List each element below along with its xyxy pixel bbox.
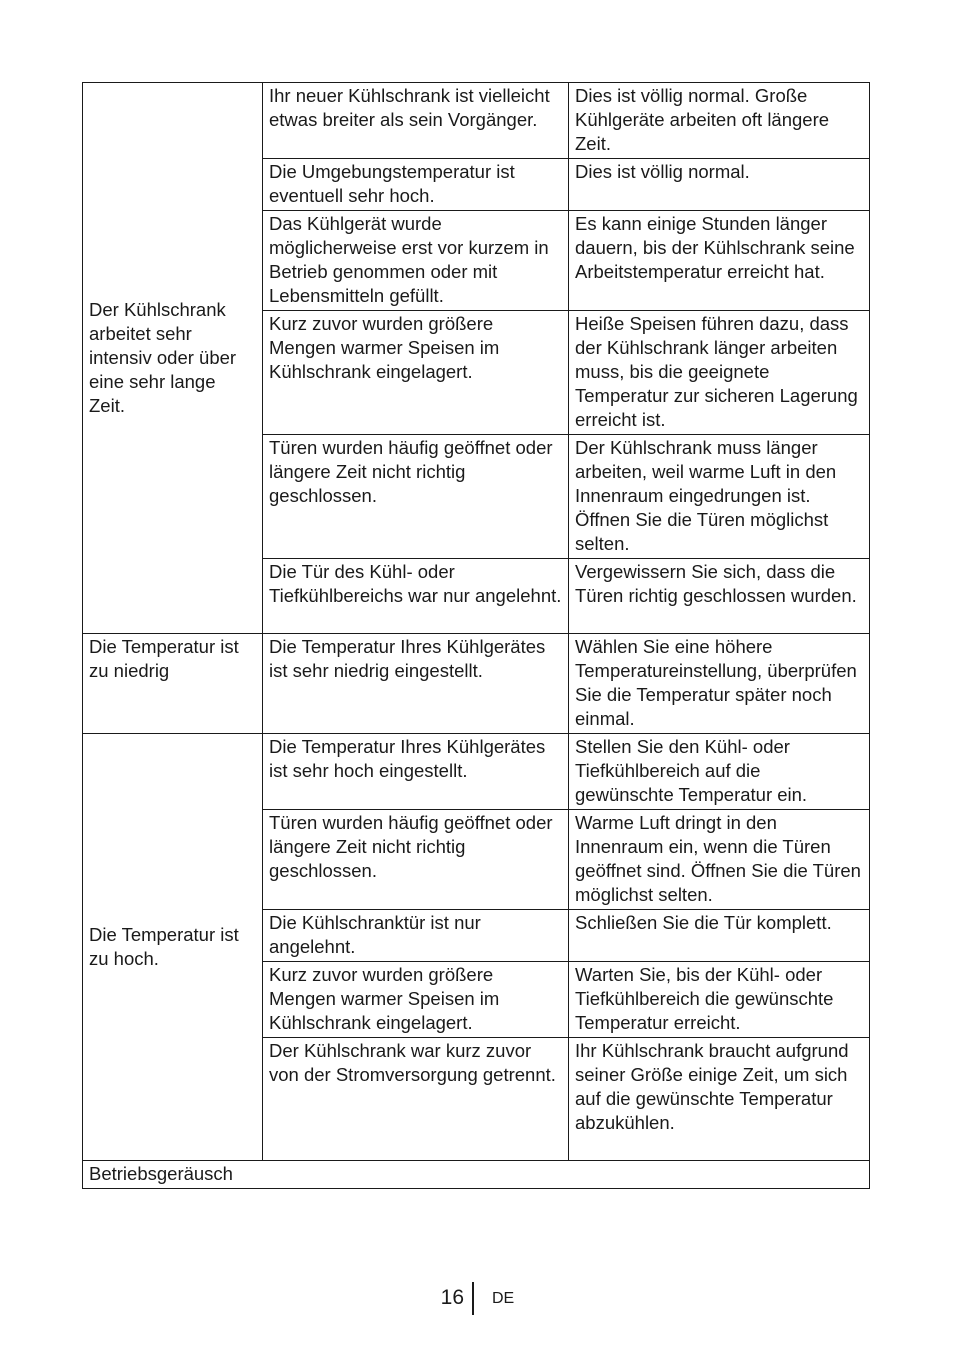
solution-cell: Schließen Sie die Tür komplett. — [569, 910, 870, 962]
section-heading: Betriebsgeräusch — [83, 1161, 870, 1189]
cause-cell: Die Kühlschranktür ist nur angelehnt. — [263, 910, 569, 962]
solution-cell: Ihr Kühlschrank braucht aufgrund seiner Größe einige Zeit, um sich auf die gewünschte Temperatur abzukühlen. — [569, 1038, 870, 1161]
cause-cell: Ihr neuer Kühlschrank ist vielleicht etwas breiter als sein Vorgänger. — [263, 83, 569, 159]
cause-cell: Die Umgebungstemperatur ist eventuell sehr hoch. — [263, 159, 569, 211]
cause-cell: Der Kühlschrank war kurz zuvor von der Stromversorgung getrennt. — [263, 1038, 569, 1161]
cause-cell: Türen wurden häufig geöffnet oder längere Zeit nicht richtig geschlossen. — [263, 435, 569, 559]
table-row — [83, 734, 870, 810]
table-row — [83, 1161, 870, 1189]
cause-cell: Kurz zuvor wurden größere Mengen warmer Speisen im Kühlschrank eingelagert. — [263, 311, 569, 435]
page-number: 16 — [440, 1286, 464, 1309]
solution-cell: Stellen Sie den Kühl- oder Tiefkühlbereich auf die gewünschte Temperatur ein. — [569, 734, 870, 810]
page-footer — [0, 1282, 954, 1316]
cause-cell: Die Temperatur Ihres Kühlgerätes ist sehr hoch eingestellt. — [263, 734, 569, 810]
solution-cell: Wählen Sie eine höhere Temperatureinstellung, überprüfen Sie die Temperatur später noch einmal. — [569, 634, 870, 734]
cause-cell: Das Kühlgerät wurde möglicherweise erst vor kurzem in Betrieb genommen oder mit Lebensmitteln gefüllt. — [263, 211, 569, 311]
table-row — [83, 634, 870, 734]
cause-cell: Die Temperatur Ihres Kühlgerätes ist sehr niedrig eingestellt. — [263, 634, 569, 734]
problem-cell: Die Temperatur ist zu hoch. — [83, 734, 263, 1161]
solution-cell: Dies ist völlig normal. Große Kühlgeräte arbeiten oft längere Zeit. — [569, 83, 870, 159]
cause-cell: Türen wurden häufig geöffnet oder längere Zeit nicht richtig geschlossen. — [263, 810, 569, 910]
solution-cell: Es kann einige Stunden länger dauern, bis der Kühlschrank seine Arbeitstemperatur erreicht hat. — [569, 211, 870, 311]
footer-divider — [472, 1282, 474, 1315]
problem-cell: Der Kühlschrank arbeitet sehr intensiv oder über eine sehr lange Zeit. — [83, 83, 263, 634]
solution-cell: Heiße Speisen führen dazu, dass der Kühlschrank länger arbeiten muss, bis die geeignete Temperatur zur sicheren Lagerung erreicht ist. — [569, 311, 870, 435]
table-row — [83, 83, 870, 159]
solution-cell: Dies ist völlig normal. — [569, 159, 870, 211]
language-code: DE — [492, 1290, 515, 1307]
troubleshooting-table — [82, 82, 870, 1189]
solution-cell: Der Kühlschrank muss länger arbeiten, weil warme Luft in den Innenraum eingedrungen ist. Öffnen Sie die Türen möglichst selten. — [569, 435, 870, 559]
cause-cell: Die Tür des Kühl- oder Tiefkühlbereichs war nur angelehnt. — [263, 559, 569, 634]
solution-cell: Vergewissern Sie sich, dass die Türen richtig geschlossen wurden. — [569, 559, 870, 634]
solution-cell: Warten Sie, bis der Kühl- oder Tiefkühlbereich die gewünschte Temperatur erreicht. — [569, 962, 870, 1038]
problem-cell: Die Temperatur ist zu niedrig — [83, 634, 263, 734]
solution-cell: Warme Luft dringt in den Innenraum ein, wenn die Türen geöffnet sind. Öffnen Sie die Türen möglichst selten. — [569, 810, 870, 910]
cause-cell: Kurz zuvor wurden größere Mengen warmer Speisen im Kühlschrank eingelagert. — [263, 962, 569, 1038]
